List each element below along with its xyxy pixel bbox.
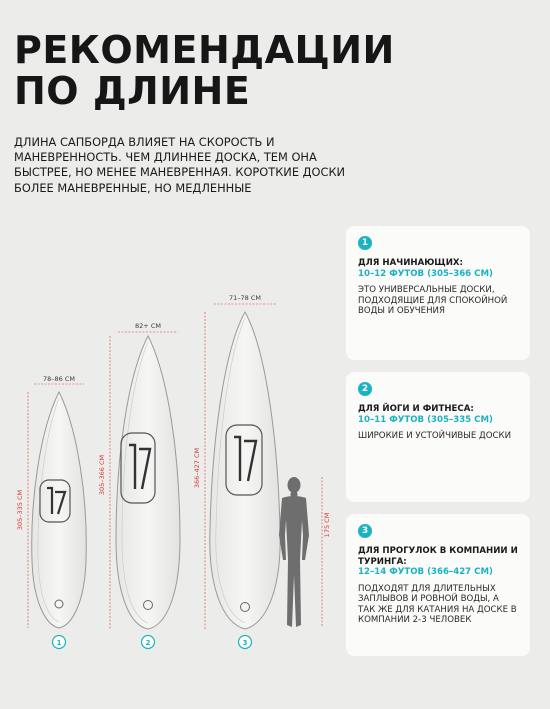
card-1-description: ЭТО УНИВЕРСАЛЬНЫЕ ДОСКИ, ПОДХОДЯЩИЕ ДЛЯ СПОКОЙНОЙ ВОДЫ И ОБУЧЕНИЯ	[358, 285, 508, 317]
board-2-length-label: 305–366 СМ	[98, 454, 106, 496]
board-3-outline	[210, 312, 280, 629]
board-3-width-label: 71–78 СМ	[228, 294, 262, 302]
board-2-outline	[116, 336, 180, 629]
board-1-number: 1	[56, 639, 62, 647]
person-height-label: 175 СМ	[323, 512, 331, 538]
card-2-description: ШИРОКИЕ И УСТОЙЧИВЫЕ ДОСКИ	[358, 431, 512, 441]
card-beginners	[346, 226, 530, 360]
page-title	[14, 30, 395, 112]
card-touring	[346, 514, 530, 656]
board-1	[16, 375, 86, 649]
page-title-line1: РЕКОМЕНДАЦИИ	[14, 28, 395, 72]
board-1-length-label: 305–335 СМ	[16, 489, 24, 531]
card-yoga-fitness	[346, 372, 530, 502]
card-1-number-badge: 1	[358, 236, 372, 250]
page-title-line2: ПО ДЛИНЕ	[14, 69, 251, 113]
card-3-description: ПОДХОДЯТ ДЛЯ ДЛИТЕЛЬНЫХ ЗАПЛЫВОВ И РОВНОЙ ВОДЫ, А ТАК ЖЕ ДЛЯ КАТАНИЯ НА ДОСКЕ В КОМПАНИИ 2-3 ЧЕЛОВЕК	[358, 583, 517, 626]
card-3-number-badge: 3	[358, 524, 372, 538]
board-3-length-label: 366–427 СМ	[193, 447, 201, 489]
card-1-range: 10–12 ФУТОВ (305–366 СМ)	[358, 268, 493, 279]
card-3-range: 12–14 ФУТОВ (366–427 СМ)	[358, 567, 493, 577]
card-1-heading: ДЛЯ НАЧИНАЮЩИХ:	[358, 258, 463, 268]
board-3	[193, 294, 280, 649]
board-3-number: 3	[242, 639, 248, 647]
card-3-heading: ДЛЯ ПРОГУЛОК В КОМПАНИИ И ТУРИНГА:	[358, 546, 518, 567]
boards-illustration	[0, 280, 340, 700]
lead-paragraph: ДЛИНА САПБОРДА ВЛИЯЕТ НА СКОРОСТЬ И МАНЕВРЕННОСТЬ. ЧЕМ ДЛИННЕЕ ДОСКА, ТЕМ ОНА БЫСТРЕЕ, НО МЕНЕЕ МАНЕВРЕННАЯ. КОРОТКИЕ ДОСКИ БОЛЕЕ МАНЕВРЕННЫЕ, НО МЕДЛЕННЫЕ	[14, 135, 346, 195]
board-1-width-label: 78–86 СМ	[42, 375, 76, 383]
board-2	[98, 322, 180, 649]
board-2-width-label: 82+ СМ	[135, 322, 161, 330]
person-silhouette-icon	[279, 477, 309, 627]
card-2-heading: ДЛЯ ЙОГИ И ФИТНЕСА:	[358, 404, 474, 414]
card-2-range: 10–11 ФУТОВ (305–335 СМ)	[358, 414, 493, 425]
card-2-number-badge: 2	[358, 382, 372, 396]
board-2-number: 2	[145, 639, 151, 647]
